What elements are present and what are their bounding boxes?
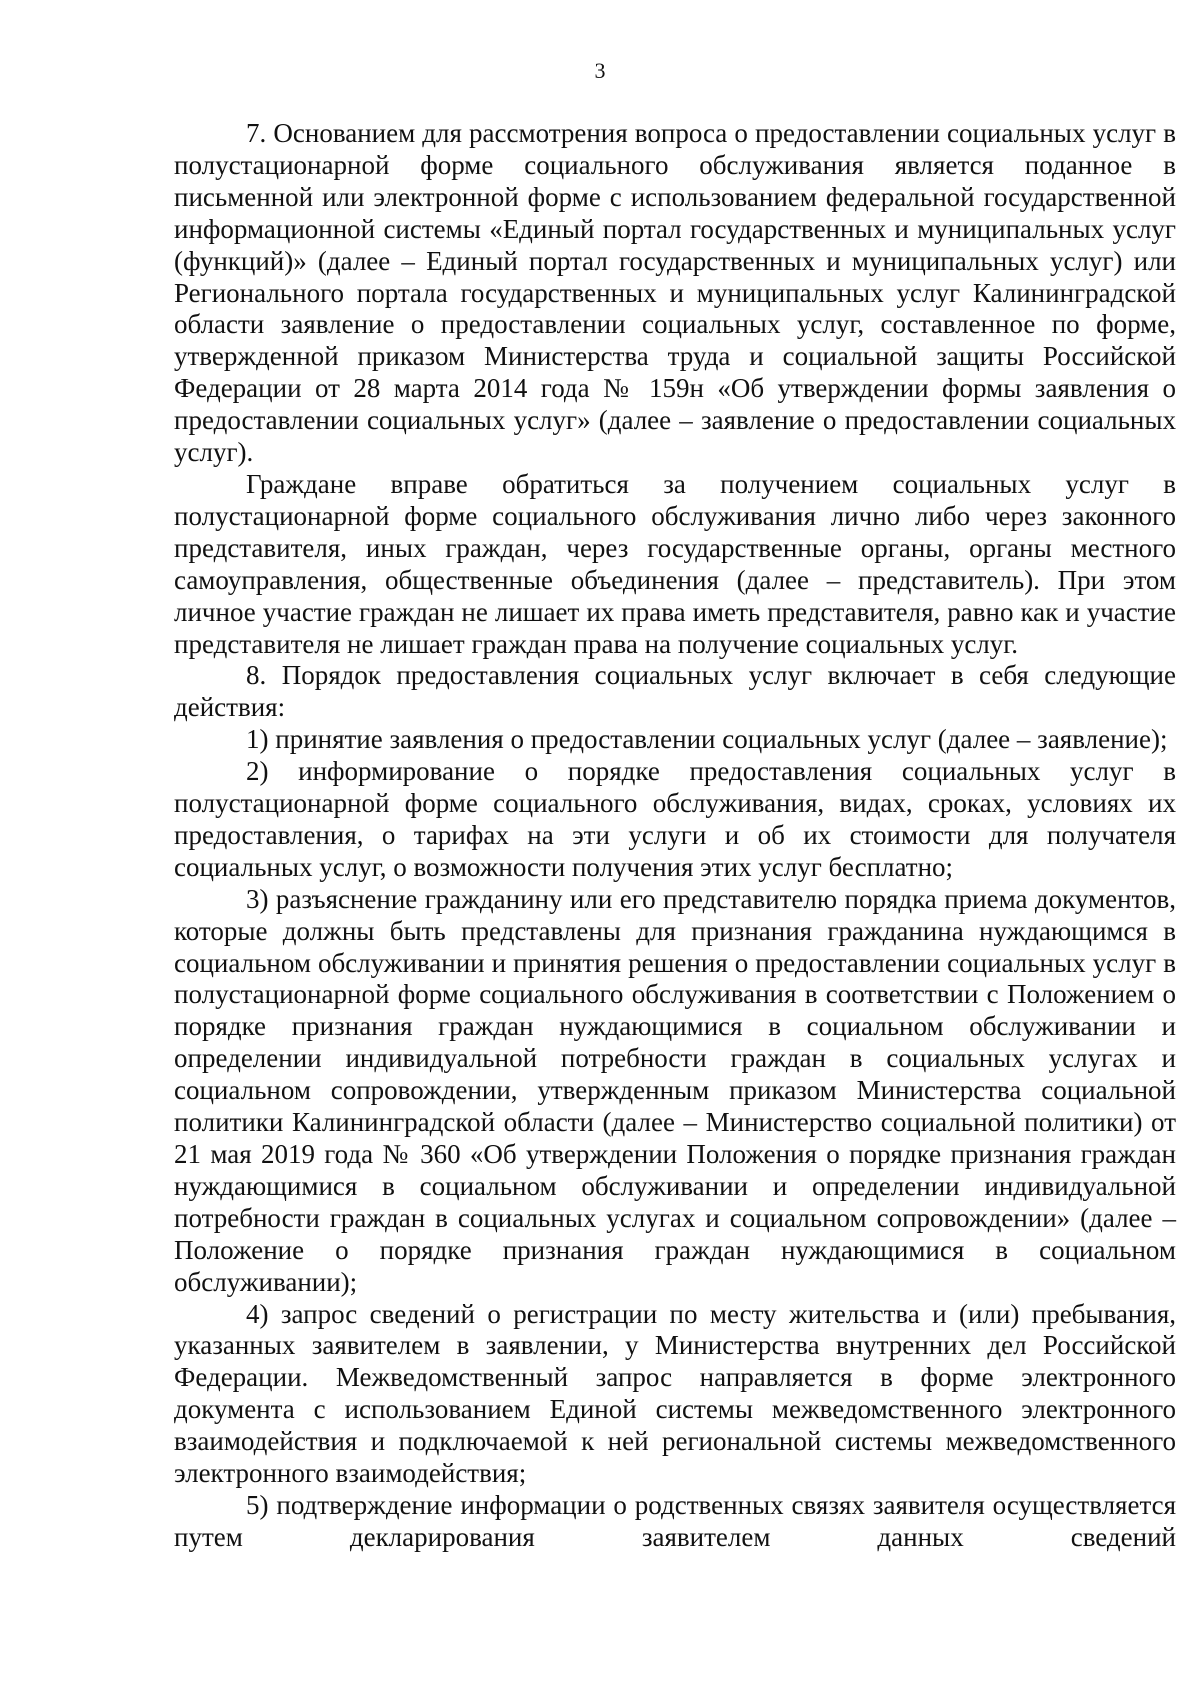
paragraph-citizens-right: Граждане вправе обратиться за получением социальных услуг в полустационарной форме социального обслуживания лично либо через законного представителя, иных граждан, через государственные органы, органы местного самоуправления, общественные объединения (далее – представитель). При этом личное участие граждан не лишает их права иметь представителя, равно как и участие представителя не лишает граждан права на получение социальных услуг.	[174, 468, 1176, 659]
paragraph-item-7: 7. Основанием для рассмотрения вопроса о предоставлении социальных услуг в полустационарной форме социального обслуживания является поданное в письменной или электронной форме с использованием федеральной государственной информационной системы «Единый портал государственных и муниципальных услуг (функций)» (далее – Единый портал государственных и муниципальных услуг) или Регионального портала государственных и муниципальных услуг Калининградской области заявление о предоставлении социальных услуг, составленное по форме, утвержденной приказом Министерства труда и социальной защиты Российской Федерации от 28 марта 2014 года № 159н «Об утверждении формы заявления о предоставлении социальных услуг» (далее – заявление о предоставлении социальных услуг).	[174, 118, 1176, 468]
page-number: 3	[594, 58, 606, 83]
list-item-5: 5) подтверждение информации о родственных связях заявителя осуществляется путем декларирования заявителем данных сведений	[174, 1489, 1176, 1552]
paragraph-item-8: 8. Порядок предоставления социальных услуг включает в себя следующие действия:	[174, 660, 1176, 723]
list-item-4: 4) запрос сведений о регистрации по месту жительства и (или) пребывания, указанных заявителем в заявлении, у Министерства внутренних дел Российской Федерации. Межведомственный запрос направляется в форме электронного документа с использованием Единой системы межведомственного электронного взаимодействия и подключаемой к ней региональной системы межведомственного электронного взаимодействия;	[174, 1298, 1176, 1489]
list-item-1: 1) принятие заявления о предоставлении социальных услуг (далее – заявление);	[246, 724, 1168, 755]
list-item-2: 2) информирование о порядке предоставления социальных услуг в полустационарной форме социального обслуживания, видах, сроках, условиях их предоставления, о тарифах на эти услуги и об их стоимости для получателя социальных услуг, о возможности получения этих услуг бесплатно;	[174, 756, 1176, 882]
list-item-3: 3) разъяснение гражданину или его представителю порядка приема документов, которые должны быть представлены для признания гражданина нуждающимся в социальном обслуживании и принятия решения о предоставлении социальных услуг в полустационарной форме социального обслуживания в соответствии с Положением о порядке признания граждан нуждающимися в социальном обслуживании и определении индивидуальной потребности граждан в социальных услугах и социальном сопровождении, утвержденным приказом Министерства социальной политики Калининградской области (далее – Министерство социальной политики) от 21 мая 2019 года № 360 «Об утверждении Положения о порядке признания граждан нуждающимися в социальном обслуживании и определении индивидуальной потребности граждан в социальных услугах и социальном сопровождении» (далее – Положение о порядке признания граждан нуждающимися в социальном обслуживании);	[174, 883, 1176, 1297]
document-body	[174, 118, 1176, 1554]
